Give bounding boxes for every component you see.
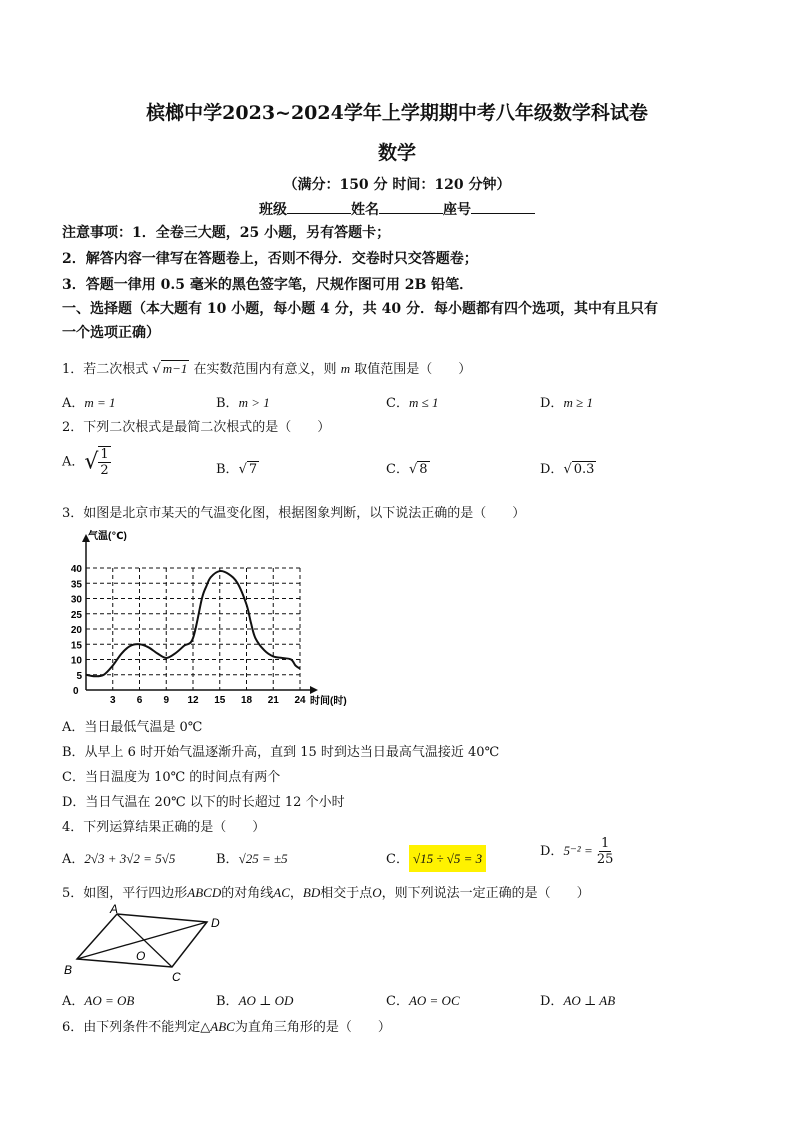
class-blank[interactable] (287, 201, 351, 214)
q1-d-label: D． (540, 396, 564, 411)
q1-c-label: C． (386, 396, 409, 411)
q4-d-lhs: 5⁻² = (563, 843, 593, 858)
y-tick-label-30: 30 (70, 594, 82, 606)
chart-x-axis-label: 时间(时) (310, 696, 347, 707)
vertex-label-d: D (211, 916, 220, 930)
q5-stem-b: 的对角线 (221, 886, 274, 901)
y-tick-label-35: 35 (70, 579, 82, 591)
q1-radicand: m−1 (162, 361, 188, 376)
name-blank[interactable] (379, 201, 443, 214)
x-tick-label-21: 21 (267, 695, 279, 706)
x-tick-label-6: 6 (136, 695, 143, 706)
q2-a-label: A． (62, 454, 85, 470)
q3-option-d[interactable]: D．当日气温在 20℃ 以下的时长超过 12 个小时 (62, 795, 345, 810)
q2-a-num: 1 (100, 447, 109, 462)
q5-option-c[interactable] (386, 990, 460, 1009)
q5-a-text: AO = OB (84, 993, 135, 1008)
exam-meta: （满分：150 分 时间：120 分钟） (283, 177, 511, 193)
q2-a-radical: √ (84, 449, 99, 475)
q1-stem (62, 358, 471, 377)
subject-title: 数学 (377, 142, 416, 164)
student-fields (0, 199, 794, 219)
q2-option-d[interactable]: D．√ 0.3 (540, 462, 595, 477)
notes-line-3: 3．答题一律用 0.5 毫米的黑色签字笔，尺规作图可用 2B 铅笔． (62, 277, 474, 293)
q2-c-label: C． (386, 462, 409, 477)
q2-stem: 2．下列二次根式是最简二次根式的是（ ） (62, 420, 331, 435)
q4-d-num: 1 (601, 836, 610, 851)
section1-heading-1: 一、选择题（本大题有 10 小题，每小题 4 分，共 40 分．每小题都有四个选项，其中有且只有 (62, 301, 658, 317)
q4-c-text-highlighted: √15 ÷ √5 = 3 (409, 845, 486, 872)
y-tick-label-25: 25 (70, 609, 82, 621)
q1-option-b[interactable] (216, 392, 270, 411)
q5-d-text: AO ⊥ AB (563, 993, 616, 1008)
q5-stem-a: 5．如图，平行四边形 (62, 886, 188, 901)
chart-grid (86, 568, 300, 690)
chart-y-axis-label: 气温(℃) (88, 531, 127, 542)
name-label: 姓名 (351, 202, 379, 218)
q5-a-label: A． (62, 994, 85, 1009)
q4-stem: 4．下列运算结果正确的是（ ） (62, 820, 266, 835)
chart-origin-label: 0 (73, 686, 79, 697)
q1-b-text: m > 1 (238, 395, 270, 410)
q1-stem-text: 1．若二次根式 (62, 362, 149, 377)
q5-option-b[interactable] (216, 990, 293, 1009)
q4-option-c[interactable] (386, 848, 486, 867)
point-label-o: O (136, 949, 146, 963)
q1-option-a[interactable] (62, 392, 116, 411)
q1-c-text: m ≤ 1 (408, 395, 439, 410)
q5-stem-d: 相交于点 (320, 886, 373, 901)
y-tick-label-40: 40 (70, 564, 82, 575)
x-tick-label-24: 24 (294, 695, 306, 706)
x-tick-label-3: 3 (109, 695, 116, 706)
q2-b-text: 7 (248, 462, 258, 477)
q5-option-d[interactable] (540, 990, 615, 1009)
notes-line-2: 2．解答内容一律写在答题卷上，否则不得分．交卷时只交答题卷； (62, 251, 478, 267)
q2-option-c[interactable]: C．√ 8 (386, 462, 428, 477)
q4-option-a[interactable] (62, 848, 175, 867)
q4-b-text: √25 = ±5 (238, 851, 288, 866)
x-tick-label-15: 15 (214, 695, 226, 706)
q5-stem-e: ，则下列说法一定正确的是（ ） (381, 886, 590, 901)
q3-stem: 3．如图是北京市某天的气温变化图，根据图象判断，以下说法正确的是（ ） (62, 506, 526, 521)
q1-var: m (340, 361, 351, 376)
q6-stem (62, 1016, 391, 1035)
q3-option-b[interactable]: B．从早上 6 时开始气温逐渐升高，直到 15 时到达当日最高气温接近 40℃ (62, 745, 500, 760)
q2-option-a[interactable] (62, 446, 111, 478)
q5-o: O (372, 885, 382, 900)
y-tick-label-5: 5 (76, 670, 82, 682)
q6-stem-a: 6．由下列条件不能判定 (62, 1020, 201, 1035)
q5-c-label: C． (386, 994, 409, 1009)
q4-a-label: A． (62, 852, 85, 867)
q4-option-d[interactable] (540, 836, 613, 867)
vertex-label-b: B (64, 963, 73, 977)
y-tick-label-15: 15 (70, 640, 82, 652)
q4-a-text: 2√3 + 3√2 = 5√5 (84, 851, 176, 866)
q3-option-a[interactable]: A．当日最低气温是 0℃ (62, 720, 203, 735)
q2-d-label: D． (540, 462, 564, 477)
q2-a-fraction (98, 446, 110, 478)
x-axis-arrow (310, 686, 318, 694)
q2-d-text: 0.3 (573, 462, 595, 477)
q5-stem (62, 882, 590, 901)
q2-c-text: 8 (419, 462, 428, 477)
q1-radical: √ m−1 (152, 361, 188, 377)
q6-triangle: △ABC (200, 1019, 235, 1034)
q1-a-label: A． (62, 396, 85, 411)
q5-b-text: AO ⊥ OD (238, 993, 294, 1008)
vertex-label-c: C (172, 970, 181, 984)
q1-a-text: m = 1 (84, 395, 116, 410)
q5-ac: AC (273, 885, 290, 900)
q1-b-label: B． (216, 396, 239, 411)
y-tick-label-10: 10 (70, 655, 82, 667)
q1-stem-rest: 在实数范围内有意义，则 (193, 362, 337, 377)
temperature-chart (62, 528, 362, 710)
x-tick-label-18: 18 (240, 695, 253, 706)
q5-stem-c: ， (289, 886, 303, 901)
x-tick-label-9: 9 (163, 695, 170, 706)
notes-line-1: 注意事项：1．全卷三大题，25 小题，另有答题卡； (62, 225, 391, 241)
q1-option-c[interactable] (386, 392, 438, 411)
seat-label: 座号 (443, 202, 471, 218)
section1-heading-2: 一个选项正确） (62, 325, 160, 341)
q2-a-den: 2 (100, 463, 109, 478)
q2-option-b[interactable]: B．√ 7 (216, 462, 258, 477)
vertex-label-a: A (110, 904, 119, 916)
q4-d-den: 25 (596, 852, 614, 867)
q6-stem-b: 为直角三角形的是（ ） (234, 1020, 391, 1035)
q5-abcd: ABCD (187, 885, 222, 900)
q4-d-fraction (597, 836, 614, 867)
q4-option-b[interactable] (216, 848, 288, 867)
q3-option-c[interactable]: C．当日温度为 10℃ 的时间点有两个 (62, 770, 281, 785)
q1-option-d[interactable] (540, 392, 593, 411)
q4-b-label: B． (216, 852, 239, 867)
class-label: 班级 (259, 202, 287, 218)
q4-d-label: D． (540, 844, 564, 859)
parallelogram-figure (62, 904, 232, 984)
q5-b-label: B． (216, 994, 239, 1009)
x-tick-label-12: 12 (187, 695, 199, 706)
chart-tick-labels (71, 564, 306, 706)
q5-c-text: AO = OC (408, 993, 460, 1008)
q2-b-label: B． (216, 462, 239, 477)
q5-d-label: D． (540, 994, 564, 1009)
page-title: 槟榔中学2023~2024学年上学期期中考八年级数学科试卷 (146, 102, 648, 124)
q1-d-text: m ≥ 1 (563, 395, 593, 410)
q5-option-a[interactable] (62, 990, 134, 1009)
y-tick-label-20: 20 (70, 625, 82, 636)
q4-c-label: C． (386, 852, 409, 867)
q5-bd: BD (302, 885, 321, 900)
q1-stem-rest2: 取值范围是（ ） (354, 362, 472, 377)
seat-blank[interactable] (471, 201, 535, 214)
